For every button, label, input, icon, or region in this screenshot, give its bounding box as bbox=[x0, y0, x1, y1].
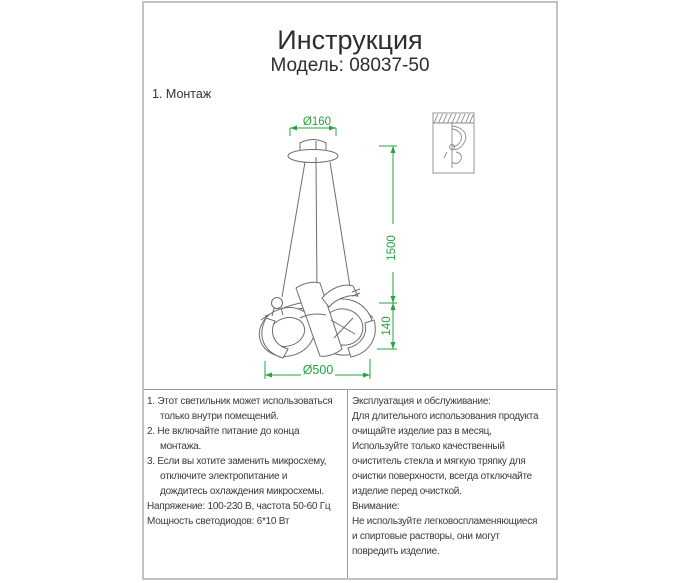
lamp-outline bbox=[253, 140, 378, 364]
note-line: Не используйте легковоспламеняющиеся bbox=[352, 516, 538, 527]
dimension-dia160-label: Ø160 bbox=[302, 116, 332, 128]
note-line: 1. Этот светильник может использоваться bbox=[147, 396, 333, 407]
note-line: Внимание: bbox=[352, 501, 400, 512]
note-line: Напряжение: 100-230 В, частота 50-60 Гц bbox=[147, 501, 331, 512]
dimension-1500 bbox=[379, 146, 398, 303]
note-line: очиститель стекла и мягкую тряпку для bbox=[352, 456, 526, 467]
note-line: повредить изделие. bbox=[352, 546, 440, 557]
ceiling-mount-inset bbox=[433, 113, 474, 173]
note-line: монтажа. bbox=[160, 441, 202, 452]
note-line: 3. Если вы хотите заменить микросхему, bbox=[147, 456, 327, 467]
note-line: 2. Не включайте питание до конца bbox=[147, 426, 300, 437]
notes-section bbox=[144, 389, 556, 578]
dimension-dia500-label: Ø500 bbox=[302, 363, 334, 377]
note-line: очищайте изделие раз в месяц, bbox=[352, 426, 492, 437]
note-line: и спиртовые растворы, они могут bbox=[352, 531, 500, 542]
instruction-sheet bbox=[142, 1, 558, 580]
dimension-dia500 bbox=[265, 359, 370, 379]
page-title: Инструкция bbox=[277, 25, 423, 55]
model-label: Модель: 08037-50 bbox=[270, 55, 430, 76]
note-line: Для длительного использования продукта bbox=[352, 411, 539, 422]
chandelier-body bbox=[253, 282, 378, 363]
note-line: только внутри помещений. bbox=[160, 411, 279, 422]
suspension-cables bbox=[282, 157, 351, 297]
dimension-dia160 bbox=[290, 116, 336, 136]
note-line: очистки поверхности, всегда отключайте bbox=[352, 471, 532, 482]
note-line: Мощность светодиодов: 6*10 Вт bbox=[147, 516, 290, 527]
dimension-140 bbox=[377, 303, 397, 349]
dimension-140-label: 140 bbox=[381, 316, 393, 336]
note-line: Эксплуатация и обслуживание: bbox=[352, 396, 491, 407]
note-line: Используйте только качественный bbox=[352, 441, 505, 452]
section-label: 1. Монтаж bbox=[152, 87, 212, 101]
note-line: отключите электропитание и bbox=[160, 471, 288, 482]
canopy-outline bbox=[288, 140, 338, 163]
safety-notes-column bbox=[144, 390, 348, 578]
note-line: изделие перед очисткой. bbox=[352, 486, 462, 497]
dimension-1500-label: 1500 bbox=[386, 235, 398, 261]
note-line: дождитесь охлаждения микросхемы. bbox=[160, 486, 324, 497]
maintenance-notes-column bbox=[348, 390, 556, 578]
